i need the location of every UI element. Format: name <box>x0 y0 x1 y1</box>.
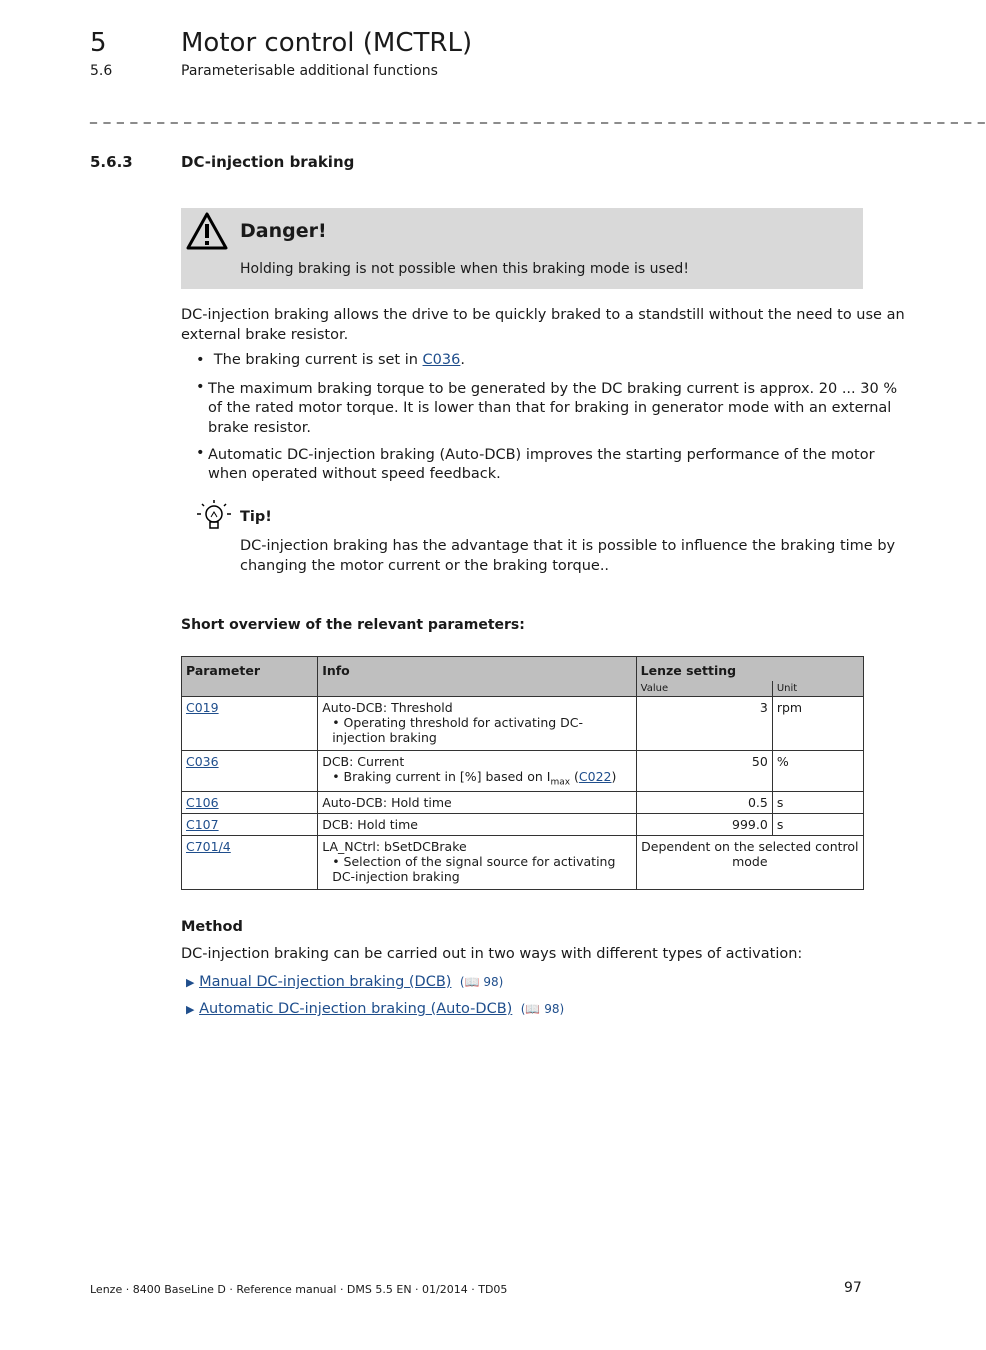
c036-link[interactable]: C036 <box>422 352 461 368</box>
row-unit: s <box>772 813 863 835</box>
param-link-c106[interactable]: C106 <box>186 794 219 810</box>
subsection-number: 5.6.3 <box>90 153 133 171</box>
row-value: 999.0 <box>636 813 772 835</box>
header-separator: _ _ _ _ _ _ _ _ _ _ _ _ _ _ _ _ _ _ _ _ _ _ _ _ _ _ _ _ _ _ _ _ _ _ _ _ _ _ _ _ _ _ _ _ _ _ _ _ _ _ _ _ _ _ _ _ _ _ _ _ _ _ _ _ _ _ _ <box>90 108 986 124</box>
lightbulb-icon <box>196 498 232 534</box>
page-ref[interactable]: (📖 98) <box>456 975 504 989</box>
header-lenze-setting: Lenze setting <box>636 657 863 682</box>
row-unit: s <box>772 791 863 813</box>
book-icon: 📖 <box>464 975 480 989</box>
row-info: Auto-DCB: Threshold <box>322 700 453 715</box>
row-info-detail: • Operating threshold for activating DC-injection braking <box>332 715 584 745</box>
triangle-right-icon: ▶ <box>186 1003 195 1016</box>
section-title: Parameterisable additional functions <box>181 63 438 79</box>
danger-text: Holding braking is not possible when this braking mode is used! <box>240 261 689 277</box>
param-link-c019[interactable]: C019 <box>186 700 219 715</box>
row-setting: Dependent on the selected control mode <box>636 835 863 889</box>
tip-line-2: changing the motor current or the braking torque.. <box>240 558 610 574</box>
section-number: 5.6 <box>90 63 113 79</box>
table-row <box>182 791 864 813</box>
warning-triangle-icon <box>185 211 229 251</box>
bullet-2: • <box>196 379 205 395</box>
row-info: Auto-DCB: Hold time <box>318 791 636 813</box>
row-info: DCB: Hold time <box>318 813 636 835</box>
row-unit: % <box>772 751 863 792</box>
tip-line-1: DC-injection braking has the advantage that it is possible to influence the braking time by <box>240 538 896 554</box>
page-number: 97 <box>844 1280 862 1296</box>
header-parameter: Parameter <box>182 657 318 697</box>
book-icon: 📖 <box>525 1002 541 1016</box>
row-unit: rpm <box>772 697 863 751</box>
row-info-detail: • Selection of the signal source for activating DC-injection braking <box>332 853 616 884</box>
table-row <box>182 813 864 835</box>
header-unit: Unit <box>772 681 863 697</box>
row-value: 0.5 <box>636 791 772 813</box>
intro-line-1: DC-injection braking allows the drive to be quickly braked to a standstill without the need to use an <box>181 307 905 323</box>
bullet-2-line-2: of the rated motor torque. It is lower than that for braking in generator mode with an external <box>208 400 892 416</box>
header-info: Info <box>318 657 636 697</box>
param-link-c107[interactable]: C107 <box>186 816 219 832</box>
tip-title: Tip! <box>240 509 272 525</box>
row-value: 50 <box>636 751 772 792</box>
row-value: 3 <box>636 697 772 751</box>
bullet-1: • The braking current is set in C036. <box>196 352 465 368</box>
overview-heading: Short overview of the relevant parameters: <box>181 617 525 633</box>
page-ref[interactable]: (📖 98) <box>516 1002 565 1016</box>
bullet-2-line-3: brake resistor. <box>208 420 311 436</box>
triangle-right-icon: ▶ <box>186 976 195 989</box>
table-row <box>182 751 864 792</box>
param-link-c036[interactable]: C036 <box>186 754 219 769</box>
subsection-title: DC-injection braking <box>181 153 355 171</box>
bullet-2-line-1: The maximum braking torque to be generated by the DC braking current is approx. 20 ... 30 % <box>208 381 898 397</box>
row-info-detail: • Braking current in [%] based on $I_{max}$ (C022) <box>332 769 617 788</box>
table-row <box>182 697 864 751</box>
bullet-3-line-2: when operated without speed feedback. <box>208 466 501 482</box>
header-value: Value <box>636 681 772 697</box>
method-link-item <box>186 974 503 990</box>
method-text: DC-injection braking can be carried out in two ways with different types of activation: <box>181 946 803 962</box>
method-heading: Method <box>181 919 243 935</box>
row-info: LA_NCtrl: bSetDCBrake <box>322 838 467 854</box>
param-link-c022[interactable]: C022 <box>578 769 612 784</box>
bullet-3-line-1: Automatic DC-injection braking (Auto-DCB) improves the starting performance of the motor <box>208 447 875 463</box>
method-link-item <box>186 1001 564 1017</box>
chapter-number: 5 <box>90 28 107 58</box>
manual-dcb-link[interactable]: Manual DC-injection braking (DCB) <box>199 974 452 990</box>
auto-dcb-link[interactable]: Automatic DC-injection braking (Auto-DCB) <box>199 1001 513 1017</box>
row-info: DCB: Current <box>322 754 405 769</box>
chapter-title: Motor control (MCTRL) <box>181 28 473 58</box>
param-link-c701-4[interactable]: C701/4 <box>186 838 231 854</box>
table-header-row <box>182 657 864 682</box>
intro-line-2: external brake resistor. <box>181 327 349 343</box>
danger-title: Danger! <box>240 220 327 242</box>
parameter-table <box>181 656 864 890</box>
table-row <box>182 835 864 889</box>
bullet-3: • <box>196 445 205 461</box>
footer-text: Lenze · 8400 BaseLine D · Reference manual · DMS 5.5 EN · 01/2014 · TD05 <box>90 1283 508 1296</box>
